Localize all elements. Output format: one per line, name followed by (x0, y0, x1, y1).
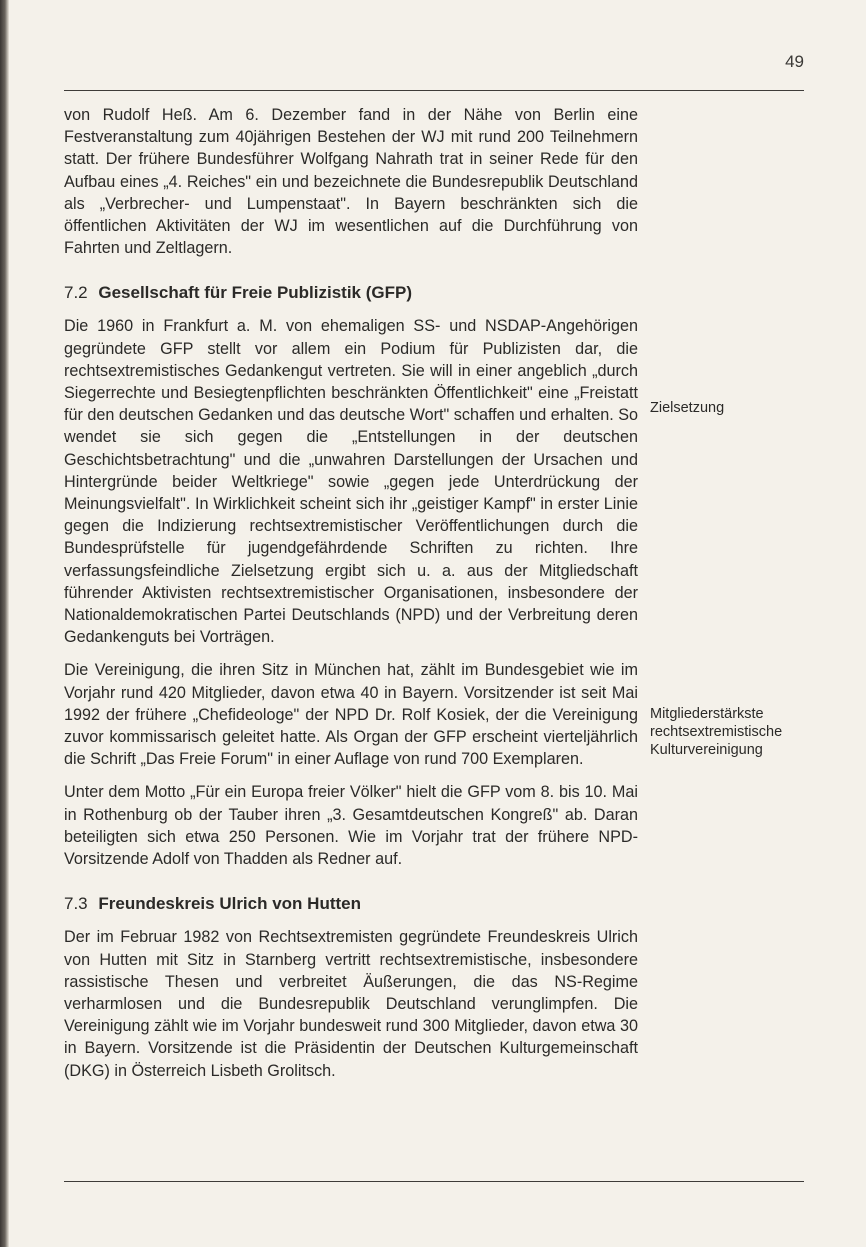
intro-paragraph: von Rudolf Heß. Am 6. Dezember fand in der Nähe von Berlin eine Festveranstaltung zum 40jährigen Bestehen der WJ mit rund 200 Teilnehmern statt. Der frühere Bundesführer Wolfgang Nahrath trat in seiner Rede für den Aufbau eines „4. Reiches" ein und bezeichnete die Bundesrepublik Deutschland als „Verbrecher- und Lumpenstaat". In Bayern beschränkten sich die öffentlichen Aktivitäten der WJ im wesentlichen auf die Durchführung von Fahrten und Zeltlagern. (64, 106, 638, 258)
margin-note-zielsetzung: Zielsetzung (650, 400, 725, 416)
section-paragraph: Der im Februar 1982 von Rechtsextremisten gegründete Freundeskreis Ulrich von Hutten mit Sitz in Starnberg vertritt rechtsextremistische, insbesondere rassistische Thesen und verbreitet Äußerungen, die das NS-Regime verharmlosen und die Bundesrepublik Deutschland verunglimpfen. Die Vereinigung zählt wie im Vorjahr bundesweit rund 300 Mitglieder, davon etwa 30 in Bayern. Vorsitzende ist die Präsidentin der Deutschen Kulturgemeinschaft (DKG) in Österreich Lisbeth Grolitsch. (64, 928, 638, 1080)
section-paragraph: Unter dem Motto „Für ein Europa freier Völker" hielt die GFP vom 8. bis 10. Mai in Rothenburg ob der Tauber ihren „3. Gesamtdeutschen Kongreß" ab. Daran beteiligten sich etwa 250 Personen. Wie im Vorjahr trat der frühere NPD-Vorsitzende Adolf von Thadden als Redner auf. (64, 783, 638, 869)
section-number: 7.2 (64, 283, 88, 303)
margin-note-mitgliederstaerkste: Mitgliederstärkste rechtsextremistische Kulturvereinigung (650, 706, 783, 758)
section-number: 7.3 (64, 894, 88, 914)
book-binding-edge (0, 0, 9, 1247)
section-title: Freundeskreis Ulrich von Hutten (98, 894, 361, 914)
section-heading-7-2 (64, 281, 638, 305)
section-paragraph: Die Vereinigung, die ihren Sitz in München hat, zählt im Bundesgebiet wie im Vorjahr rund 420 Mitglieder, davon etwa 40 in Bayern. Vorsitzender ist seit Mai 1992 der frühere „Chefideologe" der NPD Dr. Rolf Kosiek, der die Vereinigung zuvor kommissarisch geleitet hatte. Als Organ der GFP erscheint vierteljährlich die Schrift „Das Freie Forum" in einer Auflage von rund 700 Exemplaren. (64, 661, 638, 769)
page-number: 49 (785, 52, 804, 71)
section-heading-7-3 (64, 892, 638, 916)
main-text-column (64, 104, 638, 1093)
footer-rule (64, 1181, 804, 1182)
section-paragraph: Die 1960 in Frankfurt a. M. von ehemaligen SS- und NSDAP-Angehörigen gegründete GFP stellt vor allem ein Podium für Publizisten dar, die rechtsextremistisches Gedankengut vertreten. Sie will in einer angeblich „durch Siegerrechte und Besiegtenpflichten beschränkten Öffentlichkeit" eine „Freistatt für den deutschen Gedanken und das deutsche Wort" schaffen und erhalten. So wendet sie sich gegen die „Entstellungen in der deutschen Geschichtsbetrachtung" und die „unwahren Darstellungen der Ursachen und Hintergründe beider Weltkriege" sowie „gegen jede Unterdrückung der Meinungsvielfalt". In Wirklichkeit scheint sich ihr „geistiger Kampf" in erster Linie gegen die Indizierung rechtsextremistischer Veröffentlichungen durch die Bundesprüfstelle für jugendgefährdende Schriften zu richten. Ihre verfassungsfeindliche Zielsetzung ergibt sich u. a. aus der Mitgliedschaft führender Aktivisten rechtsextremistischer Organisationen, insbesondere der Nationaldemokratischen Partei Deutschlands (NPD) und der Verbreitung deren Gedankenguts bei Vorträgen. (64, 317, 638, 647)
header-rule (64, 90, 804, 91)
section-title: Gesellschaft für Freie Publizistik (GFP) (98, 283, 413, 303)
